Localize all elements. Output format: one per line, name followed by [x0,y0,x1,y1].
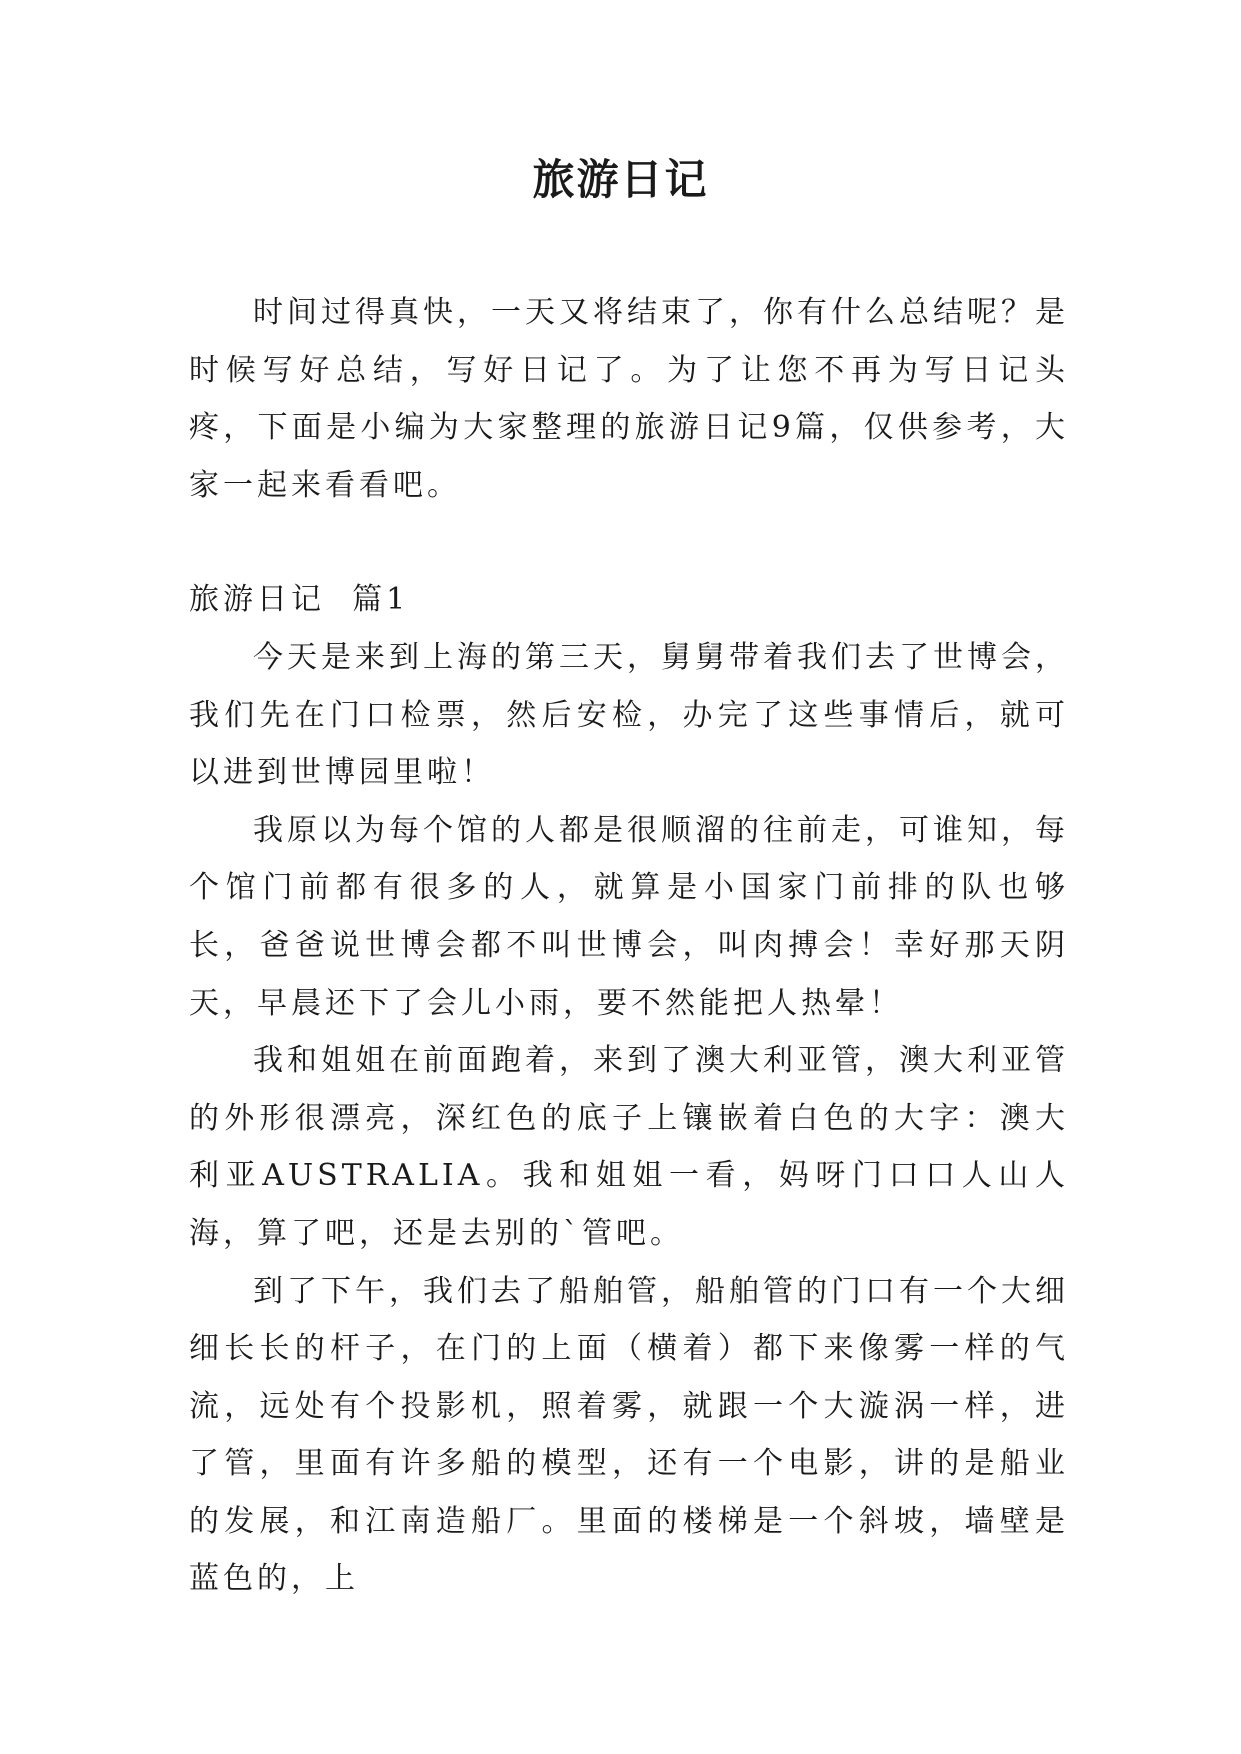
intro-paragraph: 时间过得真快，一天又将结束了，你有什么总结呢？是时候写好总结，写好日记了。为了让您不再为写日记头疼，下面是小编为大家整理的旅游日记9篇，仅供参考，大家一起来看看吧。 [189,295,1069,503]
section-heading: 旅游日记 篇1 [189,582,410,618]
body-paragraph: 我和姐姐在前面跑着，来到了澳大利亚管，澳大利亚管的外形很漂亮，深红色的底子上镶嵌着白色的大字：澳大利亚AUSTRALIA。我和姐姐一看，妈呀门口口人山人海，算了吧，还是去别的`管吧。 [189,1043,1069,1251]
body-paragraph: 我原以为每个馆的人都是很顺溜的往前走，可谁知，每个馆门前都有很多的人，就算是小国家门前排的队也够长，爸爸说世博会都不叫世博会，叫肉搏会！幸好那天阴天，早晨还下了会儿小雨，要不然能把人热晕！ [189,812,1069,1021]
document-body [189,284,1069,1608]
document-title: 旅游日记 [532,155,709,204]
body-paragraph: 今天是来到上海的第三天，舅舅带着我们去了世博会，我们先在门口检票，然后安检，办完了这些事情后，就可以进到世博园里啦！ [189,639,1069,791]
body-paragraph: 到了下午，我们去了船舶管，船舶管的门口有一个大细细长长的杆子，在门的上面（横着）都下来像雾一样的气流，远处有个投影机，照着雾，就跟一个大漩涡一样，进了管，里面有许多船的模型，还有一个电影，讲的是船业的发展，和江南造船厂。里面的楼梯是一个斜坡，墙壁是蓝色的，上 [189,1273,1069,1597]
